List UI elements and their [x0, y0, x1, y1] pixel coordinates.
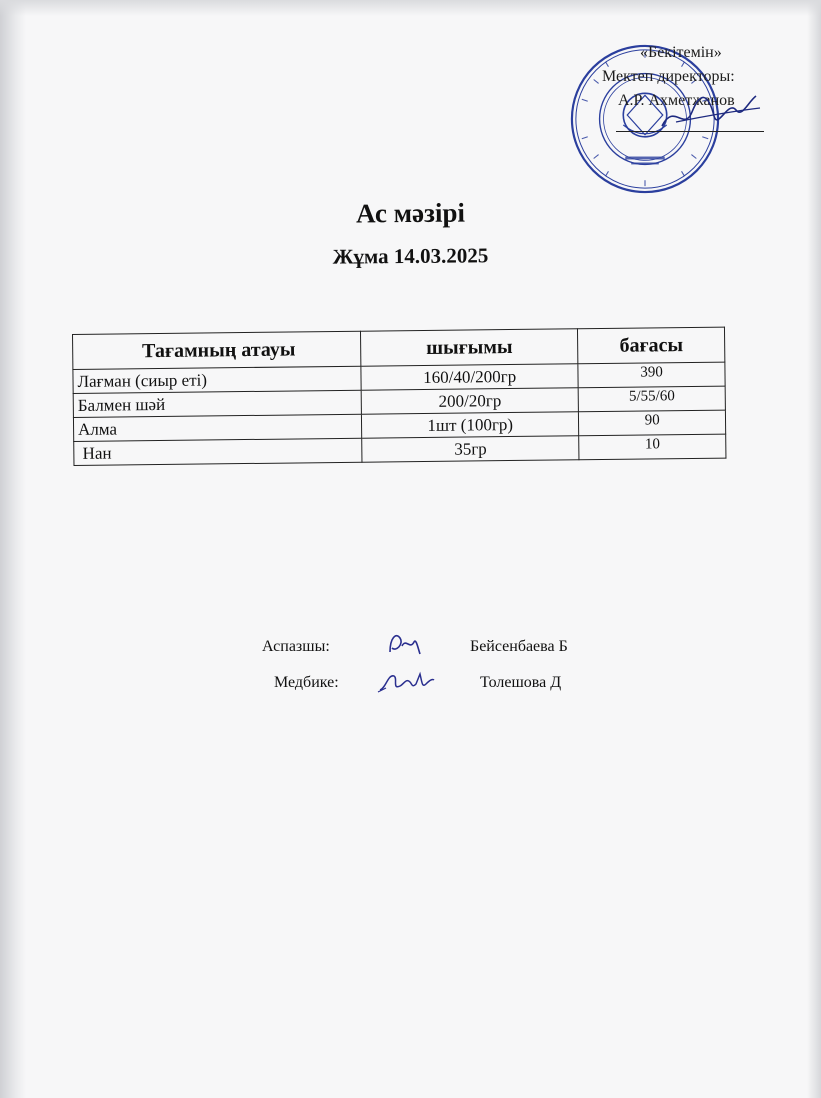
- page-edge-shadow-top: [0, 0, 821, 16]
- cook-signature: [384, 628, 424, 658]
- cook-signature-row: [262, 638, 602, 668]
- page-edge-shadow-right: [807, 0, 821, 1098]
- director-signature: [656, 82, 766, 142]
- header-yield: шығымы: [361, 329, 579, 366]
- approval-position: Мектеп директоры:: [602, 68, 735, 85]
- page-edge-shadow-left: [0, 0, 26, 1098]
- dish-name-cell: Лағман (сиыр еті): [73, 366, 361, 393]
- document-title: Ас мәзірі: [355, 197, 466, 229]
- approval-block: [560, 30, 800, 210]
- dish-name-cell: Балмен шәй: [73, 390, 361, 417]
- approval-heading: «Бекітемін»: [640, 44, 722, 61]
- price-cell: 5/55/60: [578, 386, 725, 412]
- header-dish-name: Тағамның атауы: [73, 331, 362, 369]
- price-cell: 390: [578, 362, 725, 388]
- yield-cell: 200/20гр: [361, 388, 578, 414]
- cook-name: Бейсенбаева Б: [470, 638, 568, 655]
- price-cell: 10: [579, 434, 726, 460]
- yield-cell: 1шт (100гр): [362, 412, 579, 438]
- nurse-label: Медбике:: [274, 674, 339, 691]
- nurse-name: Толешова Д: [480, 674, 562, 691]
- document-date: Жұма 14.03.2025: [332, 243, 489, 269]
- yield-cell: 160/40/200гр: [361, 364, 578, 390]
- nurse-signature-row: [274, 674, 614, 704]
- yield-cell: 35гр: [362, 436, 579, 462]
- price-cell: 90: [579, 410, 726, 436]
- header-price: бағасы: [578, 327, 725, 364]
- nurse-signature: [376, 666, 436, 696]
- director-name: А.Р. Ахметжанов: [618, 92, 735, 109]
- cook-label: Аспазшы:: [262, 638, 330, 655]
- dish-name-cell: Алма: [73, 414, 361, 441]
- menu-table: [72, 327, 726, 466]
- dish-name-cell: Нан: [74, 438, 362, 465]
